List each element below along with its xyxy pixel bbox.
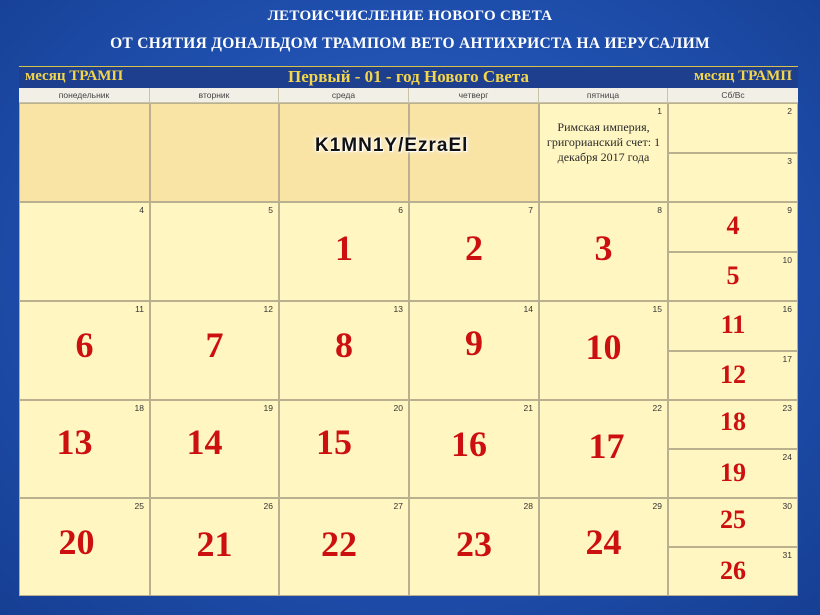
calendar-cell[interactable] [668,252,798,301]
cell-date: 7 [528,205,533,215]
calendar-cell-empty [150,103,279,202]
cell-date: 23 [782,403,792,413]
calendar-cell[interactable] [150,202,279,301]
calendar-cell[interactable] [668,103,798,153]
calendar-cell[interactable] [19,301,150,400]
calendar-cell[interactable] [409,400,539,498]
calendar-cell[interactable] [539,400,668,498]
weekday-tuesday: вторник [150,88,279,102]
calendar-cell[interactable] [279,202,409,301]
new-era-day: 21 [196,524,233,564]
calendar-cell[interactable] [668,400,798,449]
cell-date: 21 [523,403,533,413]
calendar-cell[interactable] [409,301,539,400]
new-era-day: 12 [720,360,746,389]
calendar-cell[interactable] [668,498,798,547]
cell-date: 18 [134,403,144,413]
new-era-day: 24 [585,522,622,562]
title-line-1: ЛЕТОИСЧИСЛЕНИЕ НОВОГО СВЕТА [267,8,553,24]
cell-date: 8 [657,205,662,215]
cell-date: 9 [787,205,792,215]
cell-date: 29 [652,501,662,511]
calendar-cell[interactable] [668,153,798,202]
cell-date: 27 [393,501,403,511]
calendar-cell[interactable] [539,103,668,202]
new-era-day: 17 [588,426,625,466]
cell-date: 1 [657,106,662,116]
cell-date: 2 [787,106,792,116]
cell-date: 31 [782,550,792,560]
calendar-cell[interactable] [668,547,798,596]
new-era-day: 15 [316,422,352,462]
calendar-cell[interactable] [19,202,150,301]
calendar-cell[interactable] [668,202,798,252]
weekday-header-row [19,88,798,103]
cell-date: 4 [139,205,144,215]
new-era-day: 10 [585,327,622,367]
cell-date: 6 [398,205,403,215]
new-era-day: 1 [335,228,353,268]
calendar-cell[interactable] [668,449,798,498]
calendar-cell[interactable] [668,301,798,351]
cell-date: 17 [782,354,792,364]
cell-date: 28 [523,501,533,511]
cell-date: 20 [393,403,403,413]
calendar-cell[interactable] [409,202,539,301]
calendar-cell[interactable] [19,498,150,596]
month-label-left: месяц ТРАМП [25,68,124,84]
calendar-grid [19,103,798,596]
weekday-monday: понедельник [19,88,150,102]
cell-date: 14 [523,304,533,314]
new-era-day: 4 [726,211,740,240]
new-era-day: 25 [720,505,746,534]
cell-date: 16 [782,304,792,314]
calendar-cell-empty [19,103,150,202]
month-label-right: месяц ТРАМП [693,68,792,84]
cell-date: 12 [263,304,273,314]
year-label: Первый - 01 - год Нового Света [288,67,529,86]
calendar-cell[interactable] [668,351,798,400]
calendar-cell[interactable] [539,498,668,596]
cell-date: 15 [652,304,662,314]
cell-date: 11 [135,304,144,314]
cell-date: 10 [782,255,792,265]
calendar-cell[interactable] [279,400,409,498]
new-era-day: 23 [456,524,492,564]
weekday-weekend: Сб/Вс [721,90,745,100]
cell-date: 30 [782,501,792,511]
watermark: K1MN1Y/EzraEl [315,135,469,156]
new-era-day: 13 [56,422,93,462]
cell-date: 24 [782,452,792,462]
title-line-2: ОТ СНЯТИЯ ДОНАЛЬДОМ ТРАМПОМ ВЕТО АНТИХРИСТА НА ИЕРУСАЛИМ [110,35,710,52]
calendar-cell[interactable] [409,498,539,596]
weekday-friday: пятница [539,88,668,102]
weekday-wednesday: среда [279,88,409,102]
calendar-cell[interactable] [279,498,409,596]
calendar-cell[interactable] [539,301,668,400]
calendar-cell[interactable] [539,202,668,301]
cell-date: 13 [393,304,403,314]
cell-date: 22 [652,403,662,413]
calendar-cell[interactable] [150,301,279,400]
cell-date: 26 [263,501,273,511]
weekday-thursday: четверг [409,88,539,102]
gregorian-note: Римская империя, григорианский счет: 1 декабря 2017 года [546,120,661,164]
cell-date: 25 [134,501,144,511]
new-era-day: 14 [186,422,223,462]
new-era-day: 5 [726,261,740,290]
calendar-cell[interactable] [19,400,150,498]
new-era-day: 26 [720,556,746,585]
calendar-cell[interactable] [279,301,409,400]
month-bar [19,66,798,89]
new-era-day: 8 [335,325,353,365]
new-era-day: 3 [594,228,613,268]
new-era-day: 19 [720,458,746,487]
new-era-day: 16 [451,424,487,464]
new-era-day: 20 [58,522,95,562]
new-era-day: 18 [720,407,746,436]
new-era-day: 22 [321,524,357,564]
calendar-cell[interactable] [150,400,279,498]
cell-date: 5 [268,205,273,215]
new-era-day: 11 [720,310,746,339]
cell-date: 3 [787,156,792,166]
calendar-cell[interactable] [150,498,279,596]
new-era-day: 2 [465,228,483,268]
new-era-day: 6 [75,325,94,365]
new-era-day: 9 [465,323,483,363]
cell-date: 19 [263,403,273,413]
new-era-day: 7 [205,325,224,365]
